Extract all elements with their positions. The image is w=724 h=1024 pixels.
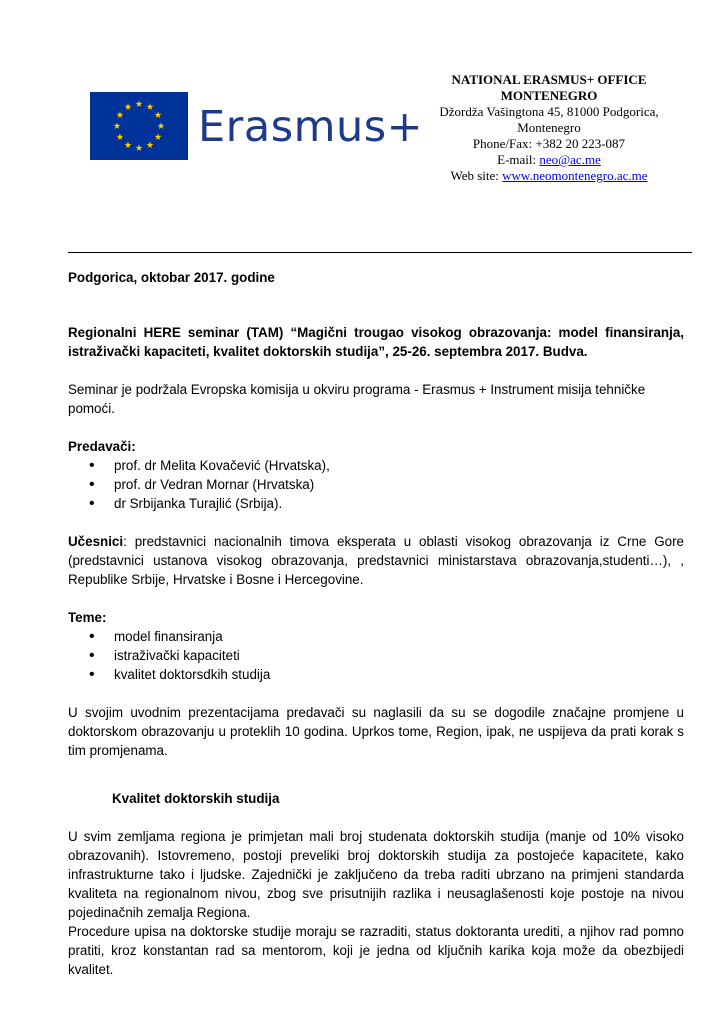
flag-star xyxy=(136,100,143,107)
intro-paragraph: U svojim uvodnim prezentacijama predavači su naglasili da su se dogodile značajne promjene u doktorskom obrazovanju u proteklih 10 godina. Uprkos tome, Region, ipak, ne uspijeva da prati korak s tim promjenama. xyxy=(68,705,684,758)
erasmus-logo xyxy=(90,92,424,162)
office-country: MONTENEGRO xyxy=(500,88,598,103)
office-email-line xyxy=(418,152,680,168)
enrolment-paragraph: Procedure upisa na doktorske studije moraju se razraditi, status doktoranta urediti, a njihov rad pomno pratiti, kroz konstantan rad sa mentorom, koji je jedna od ključnih karika koja može da obezbijedi kvalitet. xyxy=(68,924,684,977)
web-label: Web site: xyxy=(450,168,503,183)
list-item: • model finansiranja xyxy=(114,627,684,646)
list-item: • prof. dr Vedran Mornar (Hrvatska) xyxy=(114,475,684,494)
flag-star xyxy=(136,144,143,151)
flag-star xyxy=(158,122,165,129)
section-heading: Kvalitet doktorskih studija xyxy=(112,791,280,806)
flag-star xyxy=(125,141,132,148)
lecturers-heading: Predavači: xyxy=(68,439,136,454)
office-address-country: Montenegro xyxy=(517,120,581,135)
office-phone: Phone/Fax: +382 20 223-087 xyxy=(472,136,626,151)
document-body xyxy=(68,268,684,979)
seminar-title: Regionalni HERE seminar (TAM) “Magični trougao visokog obrazovanja: model finansiranja, istraživački kapaciteti, kvalitet doktorskih studija”, 25-26. septembra 2017. Budva. xyxy=(68,325,684,359)
office-address: Džordža Vašingtona 45, 81000 Podgorica, xyxy=(439,104,659,119)
topics-list xyxy=(68,627,684,684)
email-link[interactable]: neo@ac.me xyxy=(539,152,601,167)
flag-star xyxy=(125,103,132,110)
email-label: E-mail: xyxy=(497,152,540,167)
flag-star xyxy=(147,103,154,110)
participants-text: : predstavnici nacionalnih timova eksperata u oblasti visokog obrazovanja iz Crne Gore (predstavnici ustanova visokog obrazovanja, predstavnici ministarstava obrazovanja,studenti…), , Republike Srbije, Hrvatske i Bosne i Hercegovine. xyxy=(68,534,684,587)
web-link[interactable]: www.neomontenegro.ac.me xyxy=(502,168,648,183)
list-item: • dr Srbijanka Turajlić (Srbija). xyxy=(114,494,684,513)
quality-paragraph: U svim zemljama regiona je primjetan mali broj studenata doktorskih studija (manje od 10% visoko obrazovanih). Istovremeno, postoji preveliki broj doktorskih studija za postojeće kapacitete, kako infrastrukturne tako i ljudske. Zajednički je zaključeno da treba raditi ubrzano na primjeni standarda kvaliteta na regionalnom nivou, zbog sve prisutnijih razlika i neusaglašenosti koje postoje na nivou pojedinačnih zemalja Regiona. xyxy=(68,829,684,920)
topics-heading: Teme: xyxy=(68,610,107,625)
flag-star xyxy=(147,141,154,148)
eu-flag-icon xyxy=(90,92,188,160)
support-paragraph: Seminar je podržala Evropska komisija u okviru programa - Erasmus + Instrument misija tehničke pomoći. xyxy=(68,382,646,416)
header-divider xyxy=(68,252,692,253)
flag-star xyxy=(117,111,124,118)
erasmus-wordmark: Erasmus+ xyxy=(198,102,424,152)
lecturers-list xyxy=(68,456,684,513)
flag-star xyxy=(117,133,124,140)
office-contact-block xyxy=(418,72,680,184)
participants-paragraph xyxy=(68,532,684,589)
flag-star xyxy=(155,111,162,118)
flag-star xyxy=(114,122,121,129)
place-date: Podgorica, oktobar 2017. godine xyxy=(68,270,275,285)
office-title: NATIONAL ERASMUS+ OFFICE xyxy=(451,72,647,87)
office-web-line xyxy=(418,168,680,184)
list-item: • istraživački kapaciteti xyxy=(114,646,684,665)
flag-star xyxy=(155,133,162,140)
participants-label: Učesnici xyxy=(68,534,124,549)
list-item: • prof. dr Melita Kovačević (Hrvatska), xyxy=(114,456,684,475)
list-item: • kvalitet doktorsdkih studija xyxy=(114,665,684,684)
